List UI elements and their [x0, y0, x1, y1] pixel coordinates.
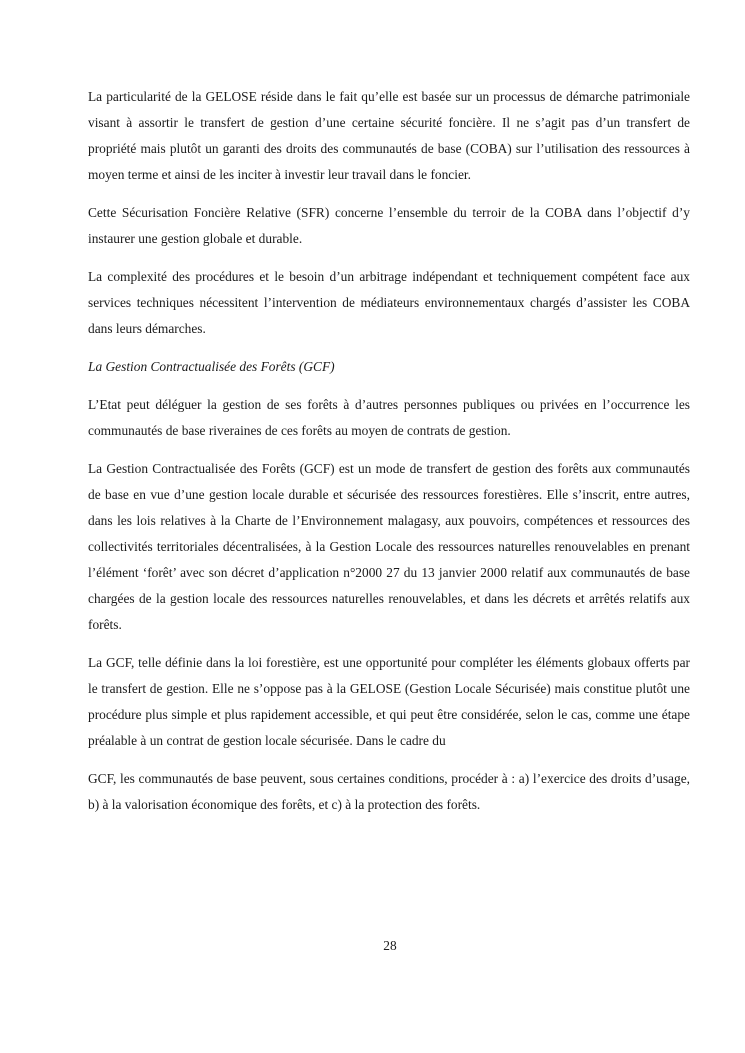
paragraph-gcf-rights: GCF, les communautés de base peuvent, sous certaines conditions, procéder à : a) l’exercice des droits d’usage, b) à la valorisation économique des forêts, et c) à la protection des forêts. [88, 771, 690, 812]
section-heading-gcf: La Gestion Contractualisée des Forêts (GCF) [88, 359, 335, 374]
paragraph-gcf-definition: La Gestion Contractualisée des Forêts (GCF) est un mode de transfert de gestion des forêts aux communautés de base en vue d’une gestion locale durable et sécurisée des ressources forestières. Elle s’inscrit, entre autres, dans les lois relatives à la Charte de l’Environnement malagasy, aux pouvoirs, compétences et ressources des collectivités territoriales décentralisées, à la Gestion Locale des ressources naturelles renouvelables en prenant l’élément ‘forêt’ avec son décret d’application n°2000 27 du 13 janvier 2000 relatif aux communautés de base chargées de la gestion locale des ressources naturelles renouvelables, et dans les décrets et arrêtés relatifs aux forêts. [88, 461, 690, 632]
page-number: 28 [383, 938, 397, 953]
paragraph-gelose-particularity: La particularité de la GELOSE réside dans le fait qu’elle est basée sur un processus de démarche patrimoniale visant à assortir le transfert de gestion d’une certaine sécurité foncière. Il ne s’agit pas d’un transfert de propriété mais plutôt un garanti des droits des communautés de base (COBA) sur l’utilisation des ressources à moyen terme et ainsi de les inciter à investir leur travail dans le foncier. [88, 89, 690, 182]
paragraph-sfr: Cette Sécurisation Foncière Relative (SFR) concerne l’ensemble du terroir de la COBA dans l’objectif d’y instaurer une gestion globale et durable. [88, 205, 690, 246]
document-page [88, 84, 690, 830]
paragraph-state-delegation: L’Etat peut déléguer la gestion de ses forêts à d’autres personnes publiques ou privées en l’occurrence les communautés de base riveraines de ces forêts au moyen de contrats de gestion. [88, 397, 690, 438]
paragraph-gcf-opportunity: La GCF, telle définie dans la loi forestière, est une opportunité pour compléter les éléments globaux offerts par le transfert de gestion. Elle ne s’oppose pas à la GELOSE (Gestion Locale Sécurisée) mais constitue plutôt une procédure plus simple et plus rapidement accessible, et qui peut être considérée, selon le cas, comme une étape préalable à un contrat de gestion locale sécurisée. Dans le cadre du [88, 655, 690, 748]
paragraph-procedures-complexity: La complexité des procédures et le besoin d’un arbitrage indépendant et techniquement compétent face aux services techniques nécessitent l’intervention de médiateurs environnementaux chargés d’assister les COBA dans leurs démarches. [88, 269, 690, 336]
